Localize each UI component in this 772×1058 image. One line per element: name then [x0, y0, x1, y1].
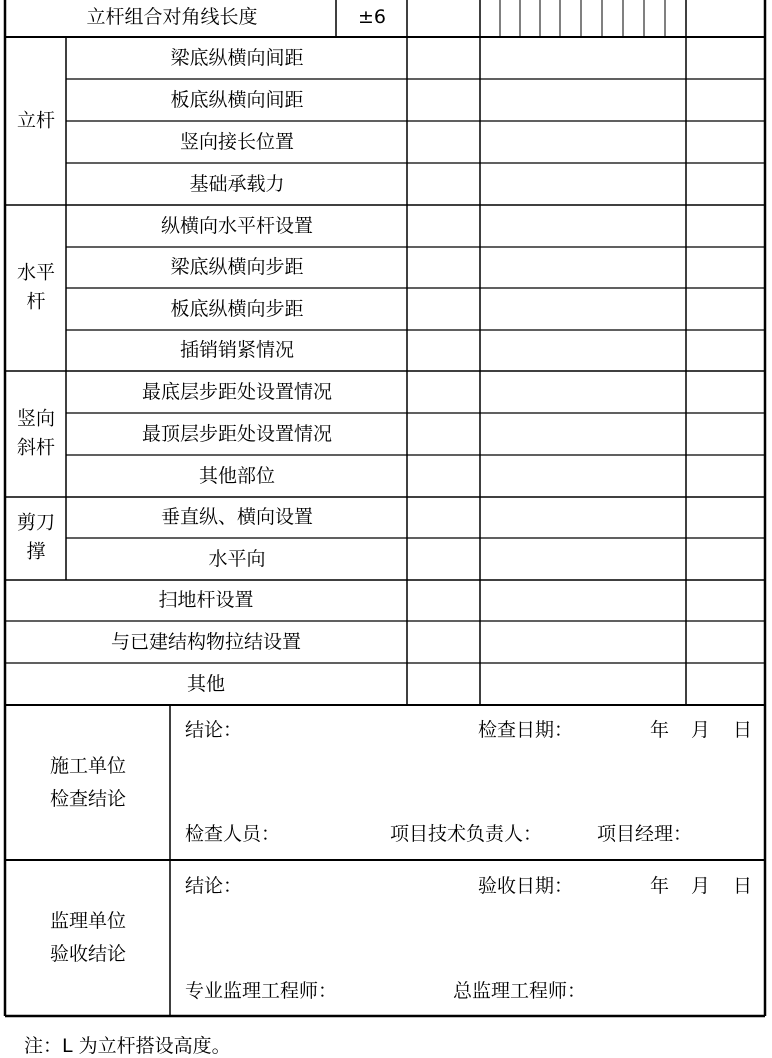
group-label-diagonal: 竖向 斜杆 [16, 407, 56, 459]
construction-conclusion-label: 结论： [185, 719, 243, 741]
supervision-conclusion-label: 结论： [185, 875, 243, 897]
construction-month-label: 月 [691, 719, 711, 741]
supervision-day-label: 日 [733, 875, 753, 897]
row-item-label: 最底层步距处设置情况 [141, 381, 333, 403]
footnote: 注：L 为立杆搭设高度。 [24, 1035, 231, 1057]
row-item-label: 纵横向水平杆设置 [160, 215, 314, 237]
chief-supervisor-label: 总监理工程师： [453, 980, 587, 1002]
supervision-month-label: 月 [691, 875, 711, 897]
supervision-year-label: 年 [650, 875, 670, 897]
row-item-label: 水平向 [208, 548, 266, 570]
group-label-upright: 立杆 [16, 109, 56, 132]
group-label-horizontal: 水平 杆 [16, 261, 56, 313]
supervision-date-label: 验收日期： [478, 875, 574, 897]
row-item-label: 垂直纵、横向设置 [160, 506, 314, 528]
construction-day-label: 日 [733, 719, 753, 741]
row-item-label: 其他部位 [198, 465, 276, 487]
row-item-label: 其他 [186, 673, 226, 695]
group-label-scissor: 剪刀 撑 [16, 511, 56, 563]
construction-section-label: 施工单位 检查结论 [49, 754, 127, 810]
supervising-engineer-label: 专业监理工程师： [185, 980, 338, 1002]
row-item-label: 基础承载力 [189, 173, 285, 195]
row-item-label: 扫地杆设置 [158, 589, 254, 611]
supervision-section-label: 监理单位 验收结论 [49, 909, 127, 965]
row-item-label: 最顶层步距处设置情况 [141, 423, 333, 445]
construction-year-label: 年 [650, 719, 670, 741]
row-item-label: 与已建结构物拉结设置 [110, 631, 302, 653]
tech-lead-label: 项目技术负责人： [390, 823, 543, 845]
inspector-label: 检查人员： [185, 823, 281, 845]
project-manager-label: 项目经理： [597, 823, 693, 845]
tolerance-value: ±6 [357, 6, 387, 28]
row-item-label: 插销销紧情况 [179, 339, 295, 361]
construction-date-label: 检查日期： [478, 719, 574, 741]
diagonal-length-label: 立杆组合对角线长度 [86, 6, 258, 28]
row-item-label: 板底纵横向步距 [170, 298, 304, 320]
row-item-label: 竖向接长位置 [179, 131, 295, 153]
row-item-label: 板底纵横向间距 [170, 89, 304, 111]
row-item-label: 梁底纵横向间距 [170, 47, 304, 69]
row-item-label: 梁底纵横向步距 [170, 256, 304, 278]
